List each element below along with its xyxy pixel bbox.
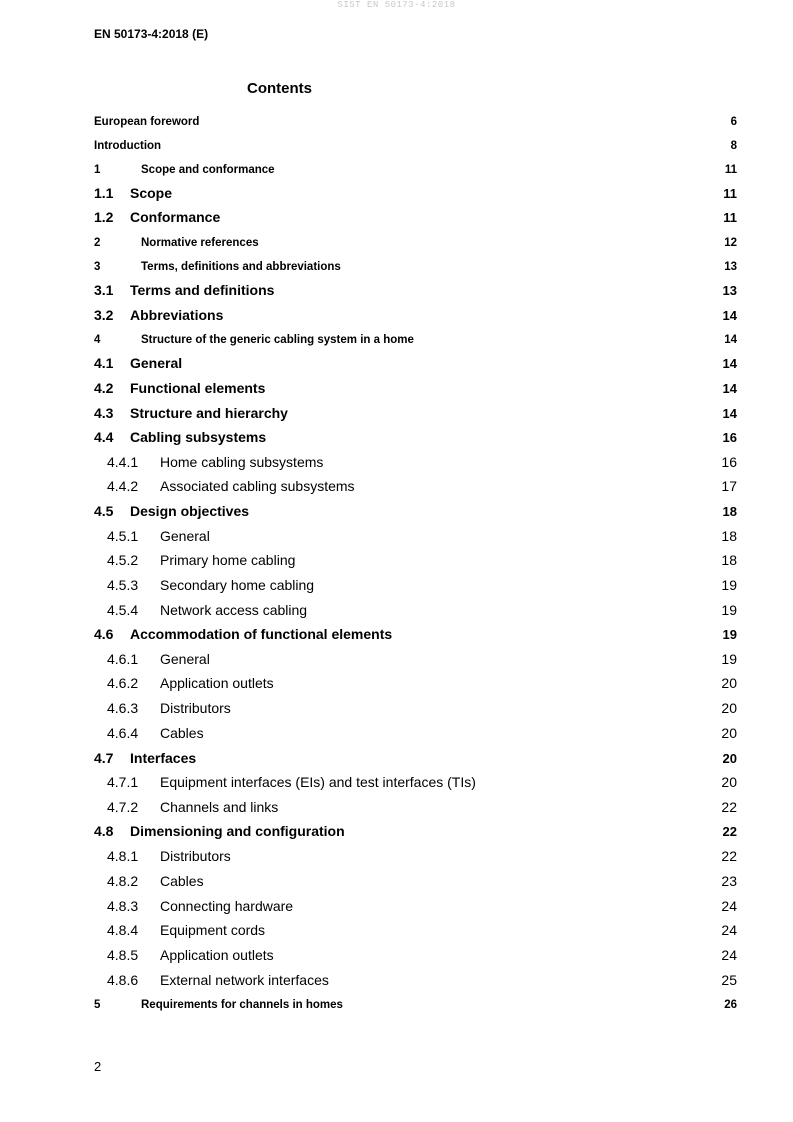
- toc-entry-title: Scope: [130, 185, 173, 201]
- toc-entry[interactable]: [94, 257, 737, 277]
- toc-entry[interactable]: [94, 724, 737, 744]
- toc-entry-page: 19: [721, 651, 737, 667]
- toc-entry-page: 26: [724, 999, 737, 1011]
- toc-entry-title: Scope and conformance: [141, 164, 275, 176]
- toc-entry[interactable]: [94, 281, 737, 301]
- toc-entry-title: Design objectives: [130, 503, 250, 519]
- toc-entry-title: Cabling subsystems: [130, 429, 267, 445]
- toc-entry-title: Requirements for channels in homes: [141, 999, 343, 1011]
- toc-entry[interactable]: [94, 971, 737, 991]
- toc-entry[interactable]: [94, 798, 737, 818]
- toc-entry-title: General: [130, 355, 183, 371]
- toc-entry-title: Distributors: [160, 700, 231, 716]
- toc-entry[interactable]: [94, 428, 737, 448]
- toc-entry-title: Network access cabling: [160, 602, 308, 618]
- toc-entry[interactable]: [94, 601, 737, 621]
- toc-entry-title: Connecting hardware: [160, 898, 294, 914]
- toc-entry-number: 3.2: [94, 307, 114, 323]
- toc-entry-number: 4.6.4: [107, 725, 139, 741]
- toc-entry-title: General: [160, 651, 210, 667]
- toc-entry-page: 16: [721, 454, 737, 470]
- toc-entry-title: Application outlets: [160, 675, 274, 691]
- toc-entry[interactable]: [94, 822, 737, 842]
- toc-entry[interactable]: [94, 527, 737, 547]
- document-id-header: EN 50173-4:2018 (E): [94, 27, 209, 41]
- toc-entry[interactable]: [94, 897, 737, 917]
- toc-entry-page: 14: [722, 406, 737, 421]
- toc-entry-number: 4.6.3: [107, 700, 139, 716]
- toc-entry-number: 4.7.1: [107, 774, 139, 790]
- toc-entry-title: Cables: [160, 725, 204, 741]
- toc-entry[interactable]: [94, 625, 737, 645]
- toc-entry-title: Dimensioning and configuration: [130, 823, 345, 839]
- toc-entry-number: 3.1: [94, 282, 114, 298]
- toc-entry-title: Channels and links: [160, 799, 279, 815]
- toc-entry-page: 20: [721, 700, 737, 716]
- toc-entry[interactable]: [94, 136, 737, 156]
- toc-entry-page: 24: [721, 898, 737, 914]
- toc-entry[interactable]: [94, 233, 737, 253]
- toc-entry-page: 12: [724, 237, 737, 249]
- toc-entry-number: 1.2: [94, 209, 114, 225]
- toc-entry-page: 18: [721, 552, 737, 568]
- toc-entry-page: 20: [721, 774, 737, 790]
- toc-entry-title: Introduction: [94, 140, 162, 152]
- toc-entry-page: 24: [721, 947, 737, 963]
- toc-entry-page: 22: [721, 799, 737, 815]
- toc-entry[interactable]: [94, 477, 737, 497]
- toc-entry-title: Abbreviations: [130, 307, 224, 323]
- toc-entry[interactable]: [94, 112, 737, 132]
- toc-entry[interactable]: [94, 576, 737, 596]
- toc-entry-number: 4.4: [94, 429, 114, 445]
- toc-entry[interactable]: [94, 699, 737, 719]
- toc-entry-title: Terms, definitions and abbreviations: [141, 261, 341, 273]
- toc-entry-title: Interfaces: [130, 750, 197, 766]
- toc-entry[interactable]: [94, 160, 737, 180]
- watermark: SIST EN 50173-4:2018: [337, 0, 456, 10]
- toc-entry-page: 20: [721, 675, 737, 691]
- toc-entry-number: 4.1: [94, 355, 114, 371]
- toc-entry-page: 23: [721, 873, 737, 889]
- toc-entry-number: 4.8.2: [107, 873, 139, 889]
- toc-entry[interactable]: [94, 330, 737, 350]
- toc-entry-page: 13: [722, 283, 737, 298]
- toc-entry-number: 4.6.1: [107, 651, 139, 667]
- toc-entry-number: 3: [94, 261, 101, 273]
- toc-entry-page: 8: [730, 140, 737, 152]
- toc-entry-title: Equipment cords: [160, 922, 266, 938]
- toc-entry[interactable]: [94, 921, 737, 941]
- toc-entry-number: 4.8.3: [107, 898, 139, 914]
- toc-entry-number: 4.3: [94, 405, 114, 421]
- toc-entry-title: Terms and definitions: [130, 282, 275, 298]
- toc-entry-title: Home cabling subsystems: [160, 454, 324, 470]
- toc-entry[interactable]: [94, 650, 737, 670]
- toc-entry[interactable]: [94, 502, 737, 522]
- toc-entry[interactable]: [94, 208, 737, 228]
- toc-entry-page: 18: [721, 528, 737, 544]
- toc-entry-number: 4.7.2: [107, 799, 139, 815]
- toc-entry-title: Distributors: [160, 848, 231, 864]
- toc-entry-number: 1.1: [94, 185, 114, 201]
- toc-entry-page: 16: [722, 430, 737, 445]
- toc-entry-number: 4.8: [94, 823, 114, 839]
- toc-entry[interactable]: [94, 306, 737, 326]
- toc-entry-title: Application outlets: [160, 947, 274, 963]
- toc-entry-page: 14: [724, 334, 737, 346]
- toc-entry-title: Structure and hierarchy: [130, 405, 288, 421]
- toc-entry-page: 19: [721, 577, 737, 593]
- toc-entry-page: 25: [721, 972, 737, 988]
- toc-entry-page: 18: [722, 504, 737, 519]
- toc-entry[interactable]: [94, 354, 737, 374]
- toc-entry-page: 20: [721, 725, 737, 741]
- toc-entry-number: 2: [94, 237, 101, 249]
- toc-entry[interactable]: [94, 551, 737, 571]
- toc-entry-title: Cables: [160, 873, 204, 889]
- toc-entry-title: General: [160, 528, 210, 544]
- toc-entry-number: 4.6.2: [107, 675, 139, 691]
- toc-entry-number: 4.8.6: [107, 972, 139, 988]
- toc-entry-number: 4.5.1: [107, 528, 139, 544]
- toc-entry-page: 22: [722, 824, 737, 839]
- toc-entry-number: 4.7: [94, 750, 114, 766]
- toc-entry-title: Equipment interfaces (EIs) and test interfaces (TIs): [160, 774, 476, 790]
- toc-entry-title: Functional elements: [130, 380, 266, 396]
- toc-entry-page: 19: [721, 602, 737, 618]
- toc-entry[interactable]: [94, 184, 737, 204]
- toc-entry-title: External network interfaces: [160, 972, 329, 988]
- toc-entry-number: 5: [94, 999, 101, 1011]
- toc-entry[interactable]: [94, 404, 737, 424]
- contents-title: Contents: [247, 80, 312, 97]
- toc-entry-page: 11: [724, 164, 737, 176]
- toc-entry-number: 4.8.5: [107, 947, 139, 963]
- toc-entry-title: Primary home cabling: [160, 552, 296, 568]
- toc-entry-number: 4.5.3: [107, 577, 139, 593]
- toc-entry-page: 24: [721, 922, 737, 938]
- toc-entry-title: Structure of the generic cabling system in a home: [141, 334, 414, 346]
- toc-entry-number: 4.5: [94, 503, 114, 519]
- toc-entry-page: 20: [722, 751, 737, 766]
- toc-entry-title: Secondary home cabling: [160, 577, 315, 593]
- toc-entry[interactable]: [94, 995, 737, 1015]
- toc-entry-title: Conformance: [130, 209, 221, 225]
- toc-entry[interactable]: [94, 453, 737, 473]
- toc-entry-number: 4.2: [94, 380, 114, 396]
- toc-entry-title: Accommodation of functional elements: [130, 626, 393, 642]
- toc-entry[interactable]: [94, 773, 737, 793]
- toc-entry-number: 4.6: [94, 626, 114, 642]
- toc-entry-number: 1: [94, 164, 101, 176]
- toc-entry[interactable]: [94, 749, 737, 769]
- toc-entry-title: European foreword: [94, 116, 200, 128]
- toc-entry-number: 4.8.4: [107, 922, 139, 938]
- toc-entry-page: 11: [723, 210, 737, 225]
- toc-entry-number: 4.5.4: [107, 602, 139, 618]
- toc-entry-title: Normative references: [141, 237, 259, 249]
- toc-entry-title: Associated cabling subsystems: [160, 478, 355, 494]
- toc-entry-page: 6: [730, 116, 737, 128]
- toc-entry[interactable]: [94, 872, 737, 892]
- toc-entry[interactable]: [94, 946, 737, 966]
- toc-entry-page: 14: [722, 308, 737, 323]
- toc-entry-page: 17: [721, 478, 737, 494]
- toc-entry-page: 22: [721, 848, 737, 864]
- toc-entry-number: 4.4.1: [107, 454, 139, 470]
- toc-entry-page: 11: [723, 186, 737, 201]
- toc-entry-number: 4.8.1: [107, 848, 139, 864]
- toc-entry-number: 4: [94, 334, 101, 346]
- toc-entry-page: 14: [722, 381, 737, 396]
- toc-entry[interactable]: [94, 847, 737, 867]
- toc-entry[interactable]: [94, 674, 737, 694]
- toc-entry-page: 13: [724, 261, 737, 273]
- toc-entry-page: 19: [722, 627, 737, 642]
- page-number: 2: [94, 1059, 102, 1074]
- toc-entry-number: 4.4.2: [107, 478, 139, 494]
- toc-entry-number: 4.5.2: [107, 552, 139, 568]
- toc-entry[interactable]: [94, 379, 737, 399]
- toc-entry-page: 14: [722, 356, 737, 371]
